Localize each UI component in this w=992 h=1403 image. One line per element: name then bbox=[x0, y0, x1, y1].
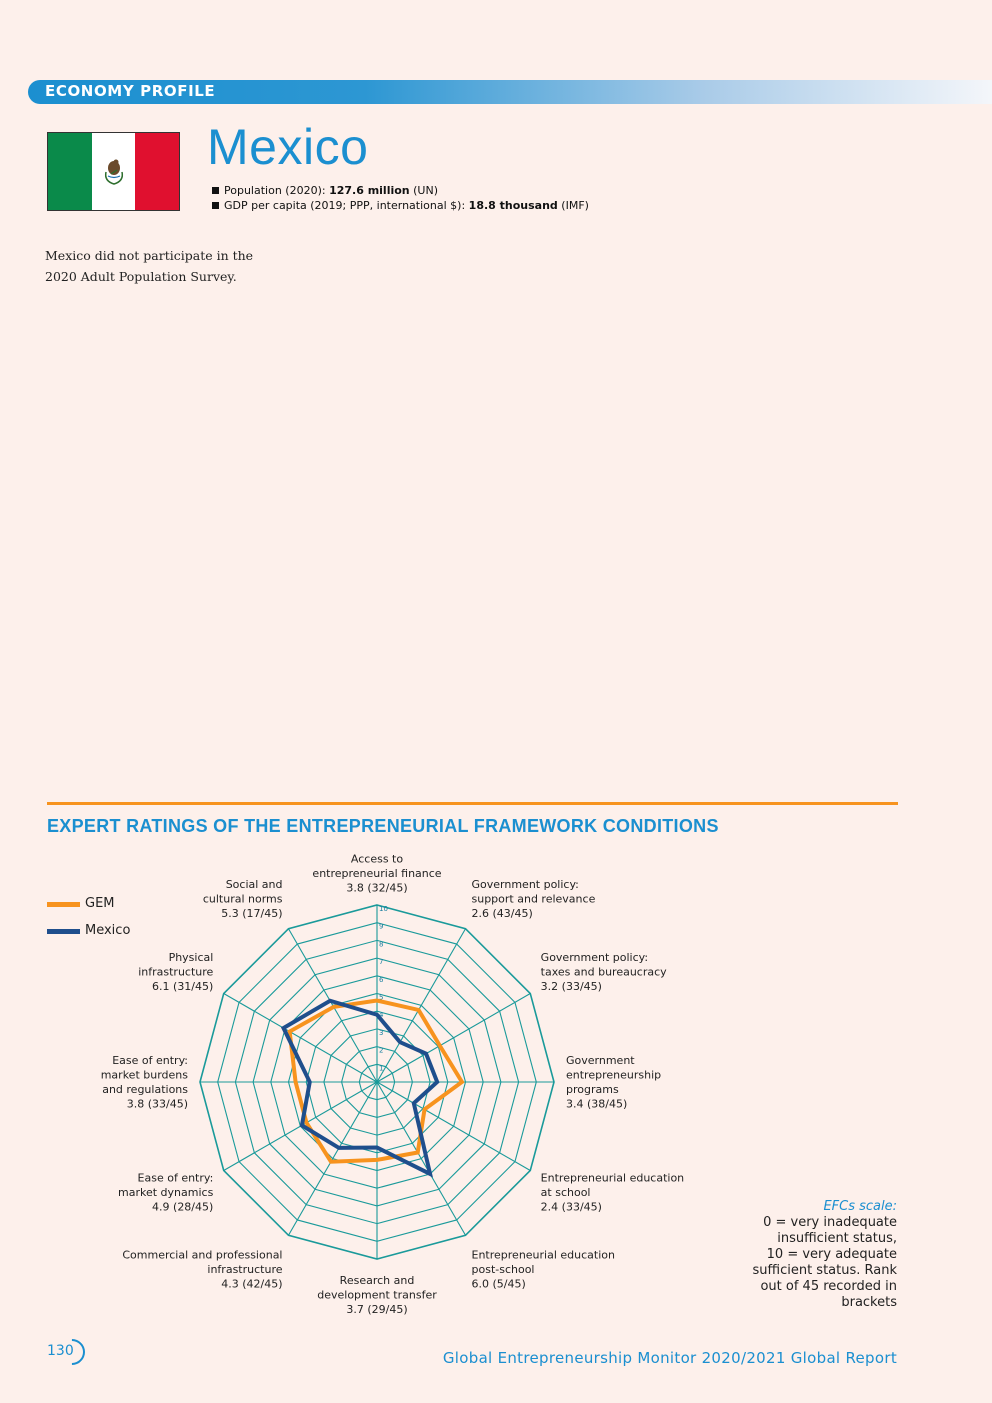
axis-label bbox=[138, 951, 213, 993]
axis-label bbox=[472, 1249, 616, 1291]
axis-label-line: Entrepreneurial education bbox=[540, 1171, 685, 1185]
axis-label bbox=[203, 878, 283, 920]
axis-label bbox=[541, 951, 667, 993]
axis-label-line: Ease of entry: bbox=[137, 1171, 214, 1185]
radial-tick-label: 2 bbox=[379, 1046, 384, 1055]
axis-label-line: support and relevance bbox=[471, 892, 596, 906]
axis-label-line: 4.3 (42/45) bbox=[221, 1277, 283, 1291]
population-label: Population (2020): bbox=[224, 184, 330, 197]
axis-label-line: Entrepreneurial education bbox=[471, 1248, 615, 1262]
efc-scale-note bbox=[727, 1199, 897, 1311]
survey-note-line-2: 2020 Adult Population Survey. bbox=[45, 269, 237, 284]
axis-label-line: 3.7 (29/45) bbox=[346, 1303, 408, 1316]
axis-label-line: programs bbox=[566, 1083, 619, 1096]
axis-label-line: 6.0 (5/45) bbox=[471, 1277, 526, 1291]
axis-label bbox=[101, 1054, 189, 1111]
axis-label bbox=[317, 1274, 437, 1316]
axis-label bbox=[118, 1172, 214, 1214]
axis-label bbox=[566, 1054, 661, 1111]
axis-label-line: 4.9 (28/45) bbox=[152, 1200, 214, 1214]
axis-label-line: 3.2 (33/45) bbox=[540, 980, 602, 993]
page-number: 130 bbox=[47, 1343, 74, 1359]
axis-label-line: development transfer bbox=[317, 1288, 437, 1302]
axis-label-line: post-school bbox=[471, 1263, 535, 1277]
axis-label-line: 2.6 (43/45) bbox=[471, 906, 533, 920]
radial-tick-label: 3 bbox=[379, 1028, 384, 1037]
axis-label-line: Access to bbox=[350, 852, 404, 866]
axis-label-line: 2.4 (33/45) bbox=[540, 1200, 602, 1214]
axis-label-line: cultural norms bbox=[202, 892, 283, 906]
axis-label-line: and regulations bbox=[102, 1083, 188, 1096]
scale-note-line: sufficient status. Rank bbox=[752, 1263, 897, 1278]
axis-label-line: Social and bbox=[225, 877, 283, 891]
gdp-source: (IMF) bbox=[557, 199, 589, 212]
axis-label-line: 6.1 (31/45) bbox=[152, 980, 214, 993]
scale-note-line: 10 = very adequate bbox=[766, 1247, 897, 1262]
scale-note-line: brackets bbox=[841, 1295, 897, 1310]
axis-label-line: infrastructure bbox=[138, 965, 214, 979]
gdp-label: GDP per capita (2019; PPP, international $): bbox=[224, 199, 469, 212]
axis-label-line: at school bbox=[540, 1186, 591, 1199]
axis-label-line: entrepreneurship bbox=[566, 1068, 662, 1082]
axis-label-line: infrastructure bbox=[207, 1263, 283, 1277]
radial-tick-label: 5 bbox=[379, 993, 384, 1002]
radial-tick-label: 9 bbox=[379, 922, 384, 931]
axis-label-line: 3.8 (32/45) bbox=[346, 881, 408, 895]
country-title: Mexico bbox=[207, 119, 369, 175]
radial-tick-label: 1 bbox=[379, 1064, 384, 1073]
axis-label bbox=[312, 853, 441, 895]
axis-label bbox=[472, 878, 596, 920]
population-value: 127.6 million bbox=[329, 184, 410, 197]
axis-label-line: Ease of entry: bbox=[112, 1054, 188, 1067]
legend-label-gem: GEM bbox=[85, 896, 115, 911]
radial-tick-label: 4 bbox=[379, 1011, 384, 1020]
population-source: (UN) bbox=[409, 184, 438, 197]
axis-label-line: Government policy: bbox=[540, 951, 649, 964]
radial-tick-label: 8 bbox=[379, 940, 384, 949]
axis-label-line: market burdens bbox=[100, 1068, 188, 1082]
radial-tick-label: 6 bbox=[379, 975, 384, 984]
survey-note-line-1: Mexico did not participate in the bbox=[45, 248, 254, 263]
axis-label bbox=[541, 1172, 685, 1214]
axis-label-line: Government policy: bbox=[471, 877, 579, 891]
axis-label-line: Research and bbox=[339, 1274, 415, 1287]
axis-label-line: 3.8 (33/45) bbox=[126, 1097, 188, 1111]
banner-label: ECONOMY PROFILE bbox=[45, 82, 216, 100]
scale-note-title: EFCs scale: bbox=[823, 1199, 897, 1214]
axis-label-line: entrepreneurial finance bbox=[312, 867, 442, 880]
scale-note-line: 0 = very inadequate bbox=[763, 1215, 897, 1230]
axis-label-line: market dynamics bbox=[118, 1186, 214, 1199]
axis-label-line: taxes and bureaucracy bbox=[540, 965, 667, 979]
scale-note-line: out of 45 recorded in bbox=[760, 1279, 897, 1294]
radial-tick-label: 7 bbox=[379, 958, 384, 967]
radial-tick-label: 10 bbox=[379, 905, 388, 913]
axis-label-line: 3.4 (38/45) bbox=[566, 1097, 628, 1111]
axis-label-line: Government bbox=[566, 1054, 635, 1067]
legend-label-mexico: Mexico bbox=[85, 923, 131, 938]
axis-label-line: Physical bbox=[168, 951, 214, 964]
report-title: Global Entrepreneurship Monitor 2020/2021 Global Report bbox=[442, 1349, 897, 1367]
scale-note-line: insufficient status, bbox=[777, 1231, 897, 1246]
axis-label bbox=[122, 1249, 282, 1291]
axis-label-line: Commercial and professional bbox=[122, 1248, 283, 1262]
section-title: EXPERT RATINGS OF THE ENTREPRENEURIAL FRAMEWORK CONDITIONS bbox=[47, 816, 719, 836]
axis-label-line: 5.3 (17/45) bbox=[221, 906, 283, 920]
gdp-value: 18.8 thousand bbox=[468, 199, 558, 212]
